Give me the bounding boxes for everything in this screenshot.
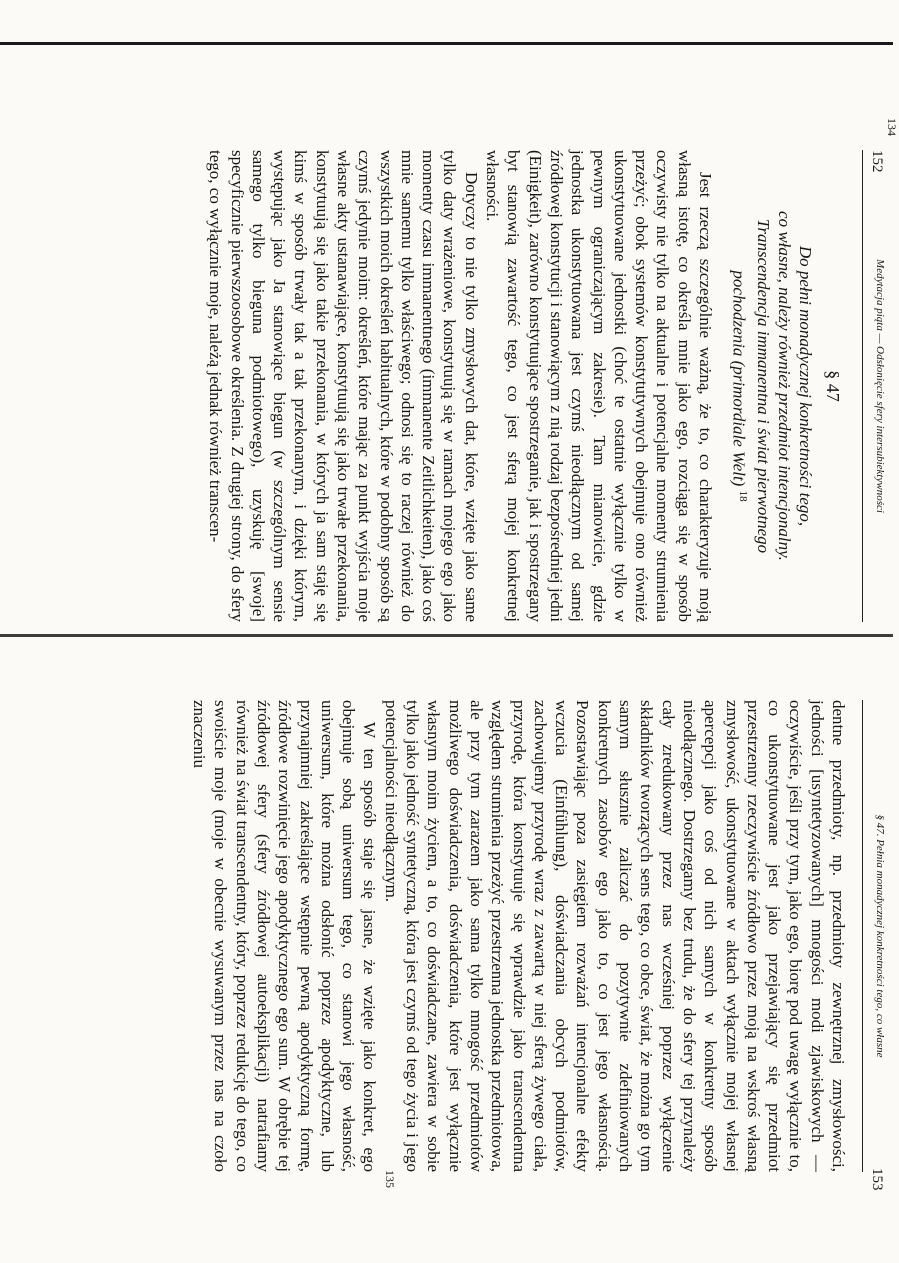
margin-number-left: 134 (885, 118, 899, 136)
section-heading (728, 150, 816, 622)
running-head-left: Medytacja piąta — Odsłonięcie sfery intersubiektywności (874, 259, 886, 513)
heading-line: pochodzenia (primordiale Welt) (729, 270, 749, 487)
section-number: § 47 (823, 370, 843, 402)
paragraph: W ten sposób staje się jasne, że wzięte jako konkret, ego obejmuje sobą uniwersum tego, co stanowi jego własność, uniwersum, które można odsłonić poprzez apodyktyczne, lub przynajmniej zakreślające wstępnie pewną apodyktyczną formę, źródłowe rozwinięcie jego apodyktycznego ego sum. W obrębie tej źródłowej sfery (sfery źródłowej autoeksplikacji) natrafiamy również na świat transcendentny, który, poprzez redukcję do tego, co swoiście moje (moje w obecnie wysuwanym przez nas na czoło znaczeniu (190, 700, 380, 1172)
paragraph: Jest rzeczą szczególnie ważną, że to, co charakteryzuje moją własną istotę, co określa mnie jako ego, rozciąga się w sposób oczywisty nie tylko na aktualne i potencjalne momenty strumienia przeżyć; obok systemów konstytutywnych obejmuje ono również ukonstytuowane jednostki (choć te ostatnie wyłącznie tylko w pewnym ograniczającym zakresie). Tam mianowicie, gdzie jednostka ukonstytuowana jest czymś nieodłącznym od samej źródłowej konstytucji i stanowiącym z nią rodzaj bezpośredniej jedni (Einigkeit), zarówno konstytuujące spostrzeganie, jak i spostrzegany byt stanowią zawartość tego, co jest sferą mojej konkretnej własności. (483, 150, 716, 622)
right-page-body (189, 700, 849, 1172)
heading-line: Transcendencja immanentna i świat pierwotnego (753, 218, 773, 554)
heading-footnote-ref: 18 (736, 490, 749, 502)
heading-line: Do pełni monadycznej konkretności tego, (795, 245, 815, 527)
header-rule-right (862, 700, 863, 1172)
paragraph: dentne przedmioty, np. przedmioty zewnętrznej zmysłowości, jedności [usyntetyzowanych] mnogości modi zjawiskowych — oczywiście, jeśli przy tym, jako ego, biorę pod uwagę wyłącznie to, co ukonstytuowane jest jako przejawiający się przedmiot przestrzenny rzeczywiście źródłowo przez moją na wskroś własną zmysłowość, ukonstytuowane w aktach wyłącznie mojej własnej apercepcji jako coś od nich samych w konkretny sposób nieodłącznego. Dostrzegamy bez trudu, że do sfery tej przynależy cały zredukowany przez nas wcześniej poprzez wyłączenie składników tworzących sens tego, co obce, świat, że można go tym samym słusznie zaliczać do pozytywnie zdefiniowanych konkretnych zasobów ego jako to, co jest jego własnością. Pozostawiając poza zasięgiem rozważań intencjonalne efekty wczucia (Einfühlung), doświadczania obcych podmiotów, zachowujemy przyrodę wraz z zawartą w niej sferą żywego ciała, przyrodę, która konstytuuje się wprawdzie jako transcendentna względem strumienia przeżyć przestrzenna jednostka przedmiotowa, ale przy tym zarazem jako sama tylko mnogość przedmiotów możliwego doświadczenia, doświadczenia, które jest wyłącznie własnym moim życiem, a to, co doświadczane, zawiera w sobie tylko jako jedność syntetyczną, która jest czymś od tego życia i jego potencjalności nieodłącznym. (381, 700, 848, 1172)
paragraph: Dotyczy to nie tylko zmysłowych dat, które, wzięte jako same tylko daty wrażeniowe, konstytuują się w ramach mojego ego jako momenty czasu immanentnego (immanente Zeitlichkeiten), jako coś mnie samemu tylko właściwego; odnosi się to raczej również do wszystkich moich określeń habitualnych, które w podobny sposób są czymś jedynie moim: określeń, które mając za punkt wyjścia moje własne akty ustanawiające, konstytuują się jako trwałe przekonania, konstytuują się jako takie przekonania, w których ja sam staję się kimś w sposób trwały tak a tak przekonanym, i dzięki którym, występując jako Ja stanowiące biegun (w szczególnym sensie samego tylko bieguna podmiotowego), uzyskuję [swoje] specyficznie pierwszoosobowe określenia. Z drugiej strony, do sfery tego, co wyłącznie moje, należą jednak również transcen- (206, 150, 481, 622)
margin-number-right: 135 (383, 1170, 397, 1188)
page-number-left: 152 (869, 150, 885, 173)
heading-line: co własne, należy również przedmiot intencjonalny. (774, 211, 794, 561)
left-page-body (205, 150, 849, 622)
page-number-right: 153 (869, 1168, 885, 1191)
header-rule-left (862, 150, 863, 622)
running-head-right: § 47. Pełnia monadycznej konkretności tego, co własne (874, 814, 886, 1058)
